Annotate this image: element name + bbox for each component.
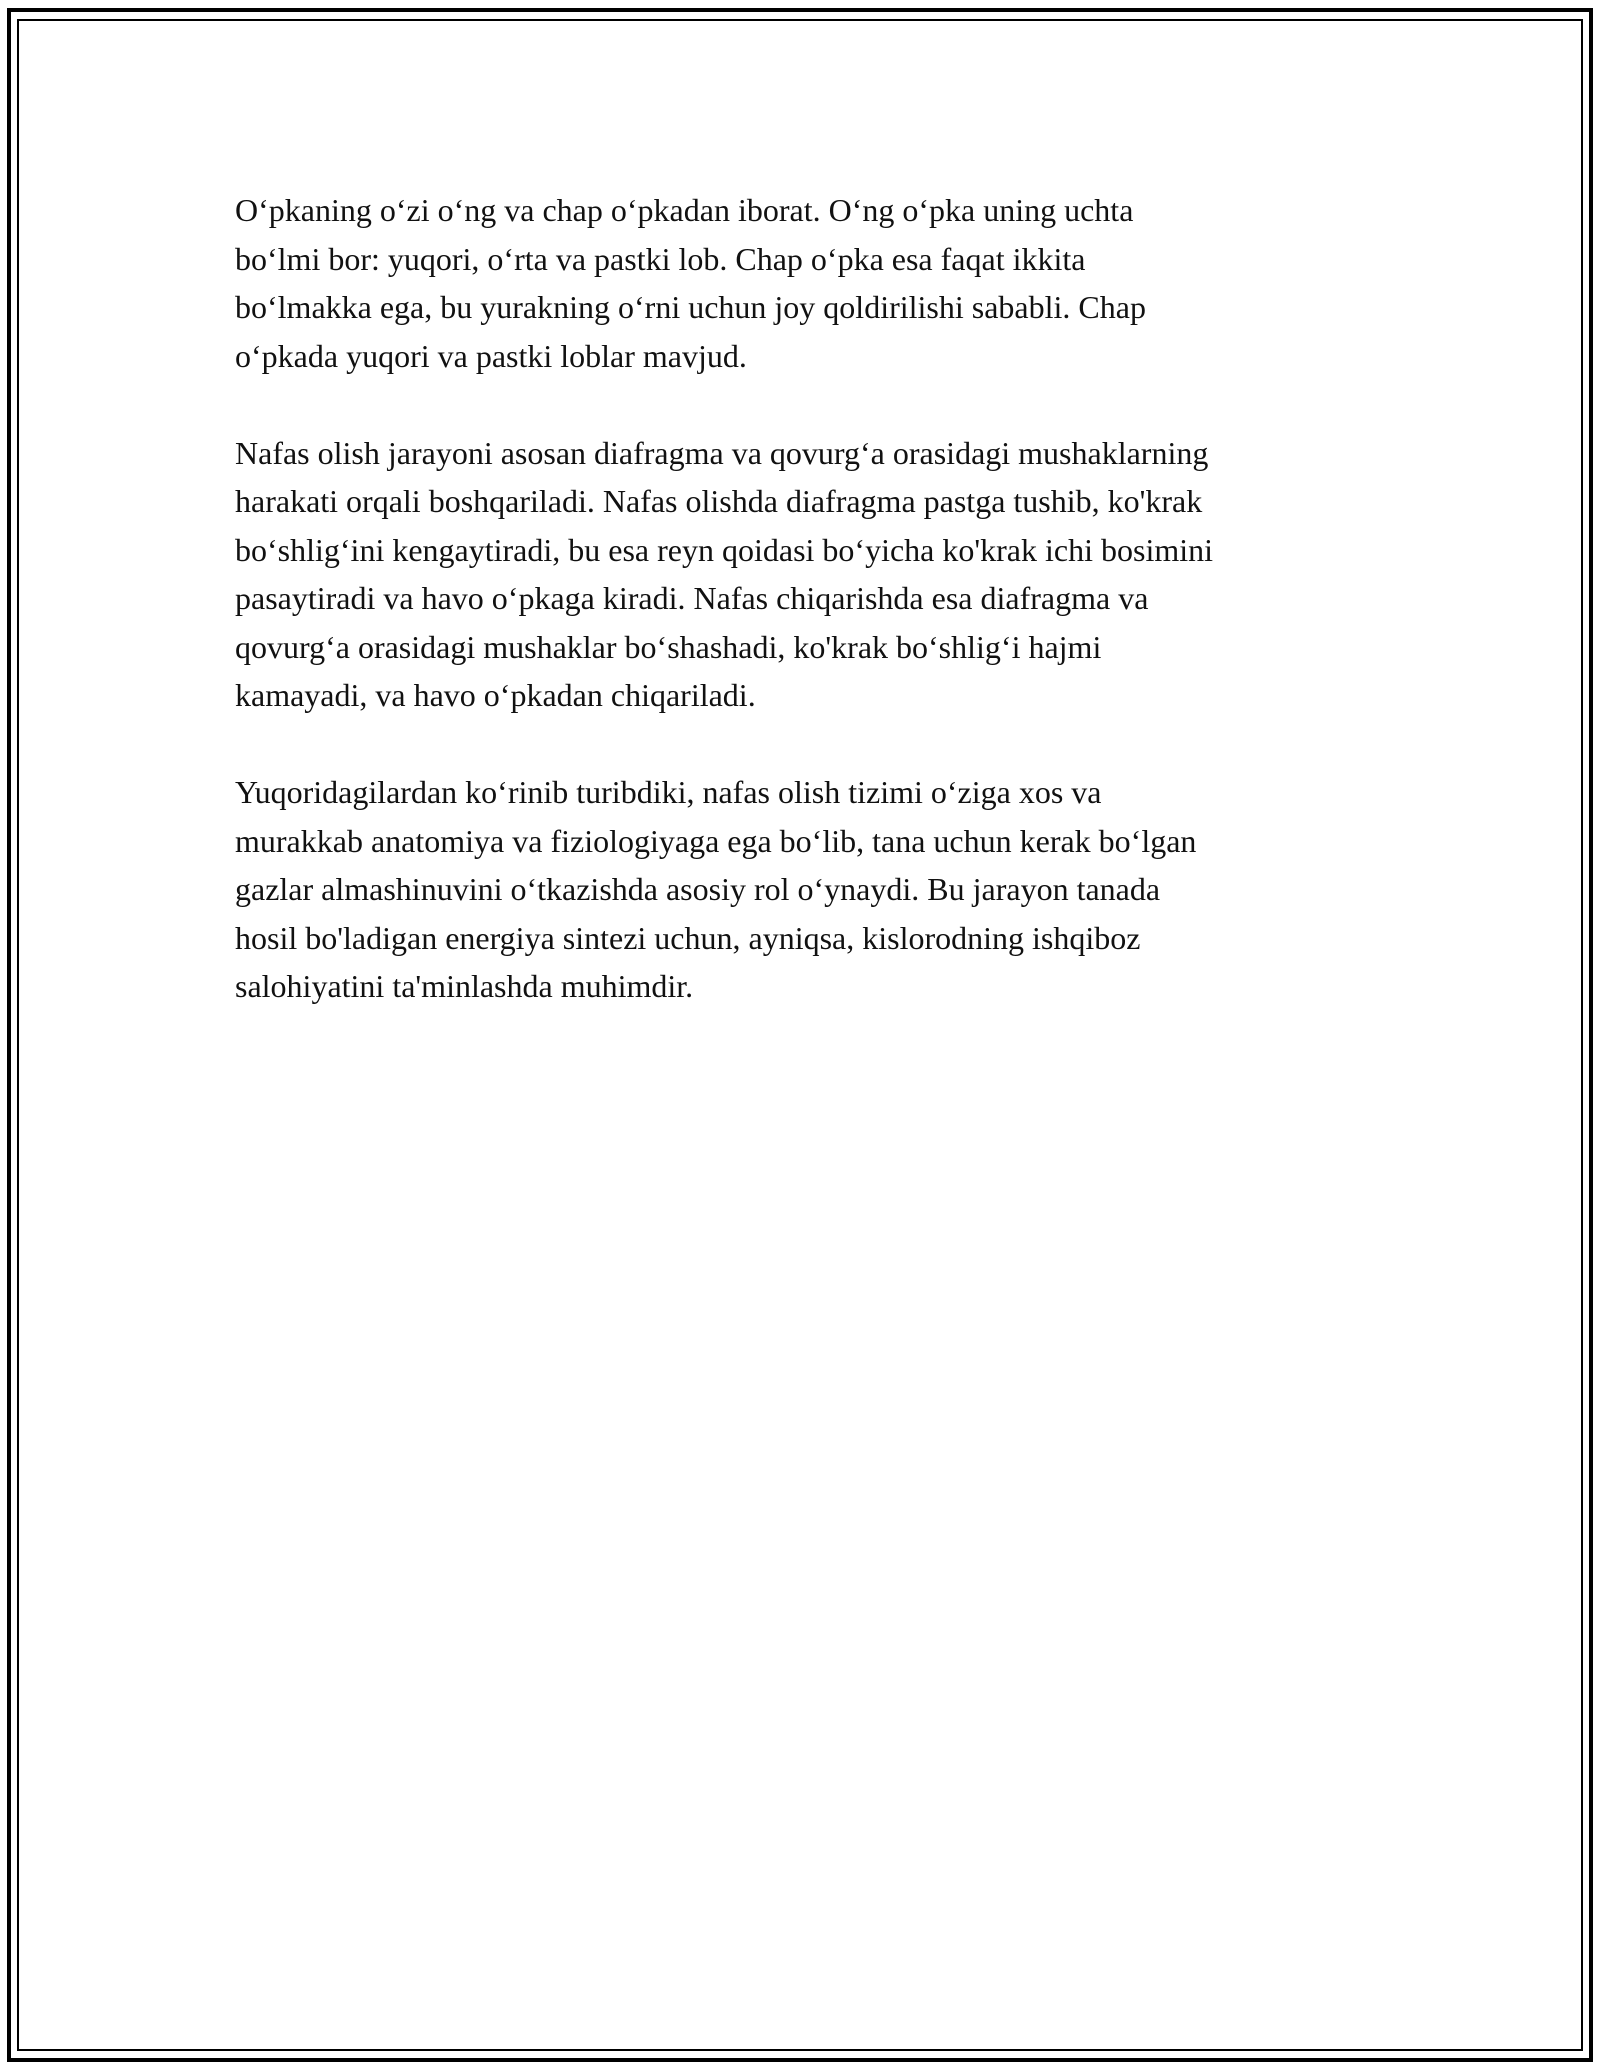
paragraph-lungs-structure: O‘pkaning o‘zi o‘ng va chap o‘pkadan iborat. O‘ng o‘pka uning uchta bo‘lmi bor: yuqori, o‘rta va pastki lob. Chap o‘pka esa faqat ikkita bo‘lmakka ega, bu yurakning o‘rni uchun joy qoldirilishi sababli. Chap o‘pkada yuqori va pastki loblar mavjud. [235, 192, 1146, 374]
document-body [235, 186, 1365, 1059]
paragraph-conclusion: Yuqoridagilardan ko‘rinib turibdiki, nafas olish tizimi o‘ziga xos va murakkab anatomiya va fiziologiyaga ega bo‘lib, tana uchun kerak bo‘lgan gazlar almashinuvini o‘tkazishda asosiy rol o‘ynaydi. Bu jarayon tanada hosil bo'ladigan energiya sintezi uchun, ayniqsa, kislorodning ishqiboz salohiyatini ta'minlashda muhimdir. [235, 774, 1197, 1004]
paragraph-breathing-process: Nafas olish jarayoni asosan diafragma va qovurg‘a orasidagi mushaklarning harakati orqali boshqariladi. Nafas olishda diafragma pastga tushib, ko'krak bo‘shlig‘ini kengaytiradi, bu esa reyn qoidasi bo‘yicha ko'krak ichi bosimini pasaytiradi va havo o‘pkaga kiradi. Nafas chiqarishda esa diafragma va qovurg‘a orasidagi mushaklar bo‘shashadi, ko'krak bo‘shlig‘i hajmi kamayadi, va havo o‘pkadan chiqariladi. [235, 434, 1213, 713]
